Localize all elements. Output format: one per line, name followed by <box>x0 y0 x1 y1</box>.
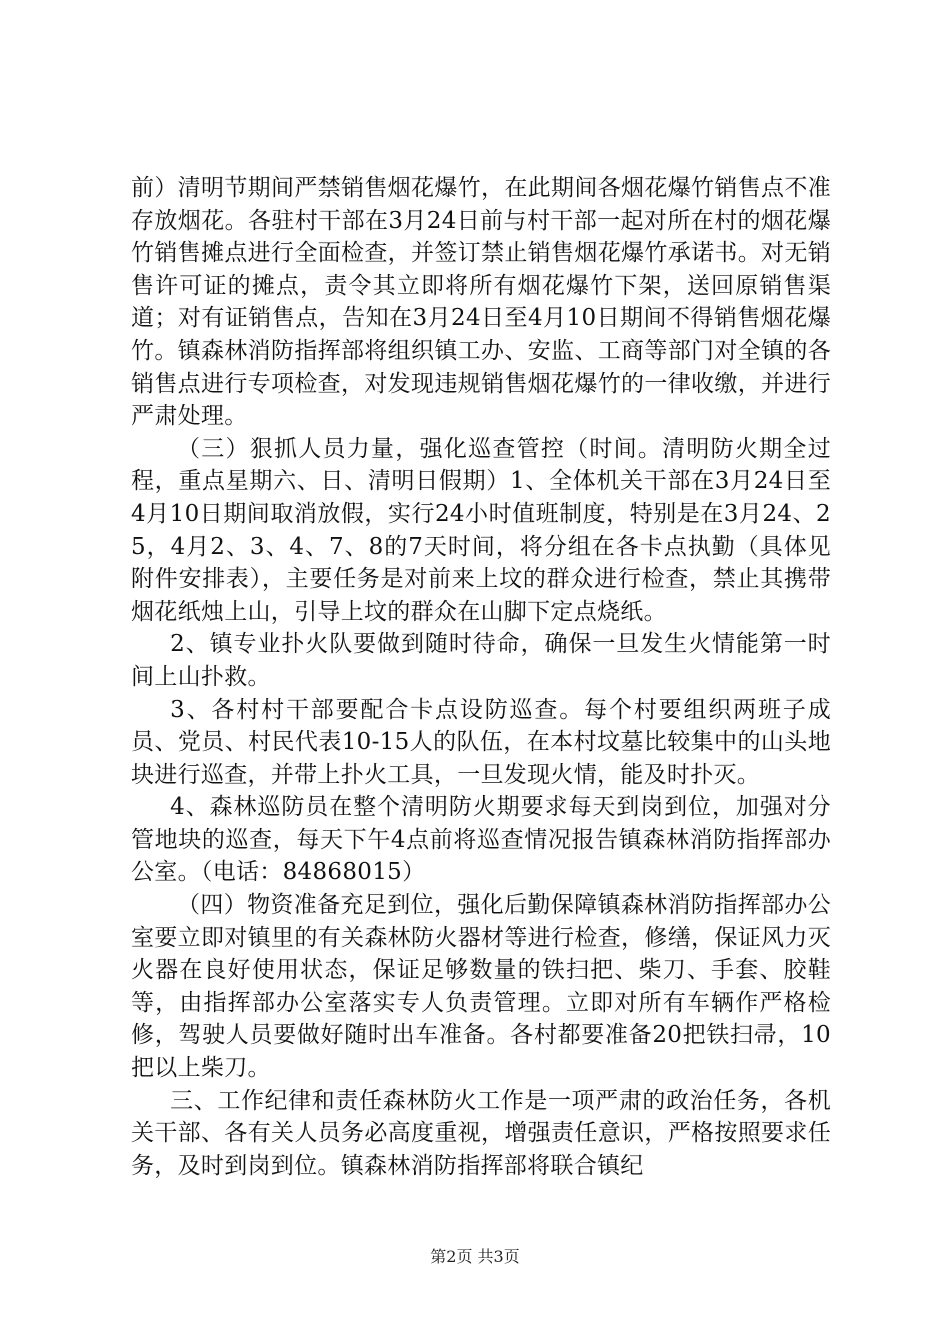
paragraph-item-2: 2、镇专业扑火队要做到随时待命，确保一旦发生火情能第一时间上山扑救。 <box>131 631 831 690</box>
paragraph-continued: 前）清明节期间严禁销售烟花爆竹，在此期间各烟花爆竹销售点不准存放烟花。各驻村干部在3月24日前与村干部一起对所在村的烟花爆竹销售摊点进行全面检查，并签订禁止销售烟花爆竹承诺书。对无销售许可证的摊点，责令其立即将所有烟花爆竹下架，送回原销售渠道；对有证销售点，告知在3月24日至4月10日期间不得销售烟花爆竹。镇森林消防指挥部将组织镇工办、安监、工商等部门对全镇的各销售点进行专项检查，对发现违规销售烟花爆竹的一律收缴，并进行严肃处理。 <box>131 175 831 430</box>
paragraph-item-4: 4、森林巡防员在整个清明防火期要求每天到岗到位，加强对分管地块的巡查，每天下午4点前将巡查情况报告镇森林消防指挥部办公室。（电话：84868015） <box>131 794 831 886</box>
paragraph-work-discipline: 三、工作纪律和责任森林防火工作是一项严肃的政治任务，各机关干部、各有关人员务必高度重视，增强责任意识，严格按照要求任务，及时到岗到位。镇森林消防指挥部将联合镇纪 <box>131 1087 831 1179</box>
page-number: 第2页 共3页 <box>430 1247 520 1266</box>
paragraph-item-3: 3、各村村干部要配合卡点设防巡查。每个村要组织两班子成员、党员、村民代表10-15人的队伍，在本村坟墓比较集中的山头地块进行巡查，并带上扑火工具，一旦发现火情，能及时扑灭。 <box>131 696 831 788</box>
document-body <box>131 172 831 1182</box>
page-footer <box>0 1244 950 1267</box>
paragraph-section-3: （三）狠抓人员力量，强化巡查管控（时间。清明防火期全过程，重点星期六、日、清明日假期）1、全体机关干部在3月24日至4月10日期间取消放假，实行24小时值班制度，特别是在3月24、25，4月2、3、4、7、8的7天时间，将分组在各卡点执勤（具体见附件安排表），主要任务是对前来上坟的群众进行检查，禁止其携带烟花纸烛上山，引导上坟的群众在山脚下定点烧纸。 <box>131 435 831 625</box>
paragraph-section-4: （四）物资准备充足到位，强化后勤保障镇森林消防指挥部办公室要立即对镇里的有关森林防火器材等进行检查，修缮，保证风力灭火器在良好使用状态，保证足够数量的铁扫把、柴刀、手套、胶鞋等，由指挥部办公室落实专人负责管理。立即对所有车辆作严格检修，驾驶人员要做好随时出车准备。各村都要准备20把铁扫帚，10把以上柴刀。 <box>131 892 831 1082</box>
